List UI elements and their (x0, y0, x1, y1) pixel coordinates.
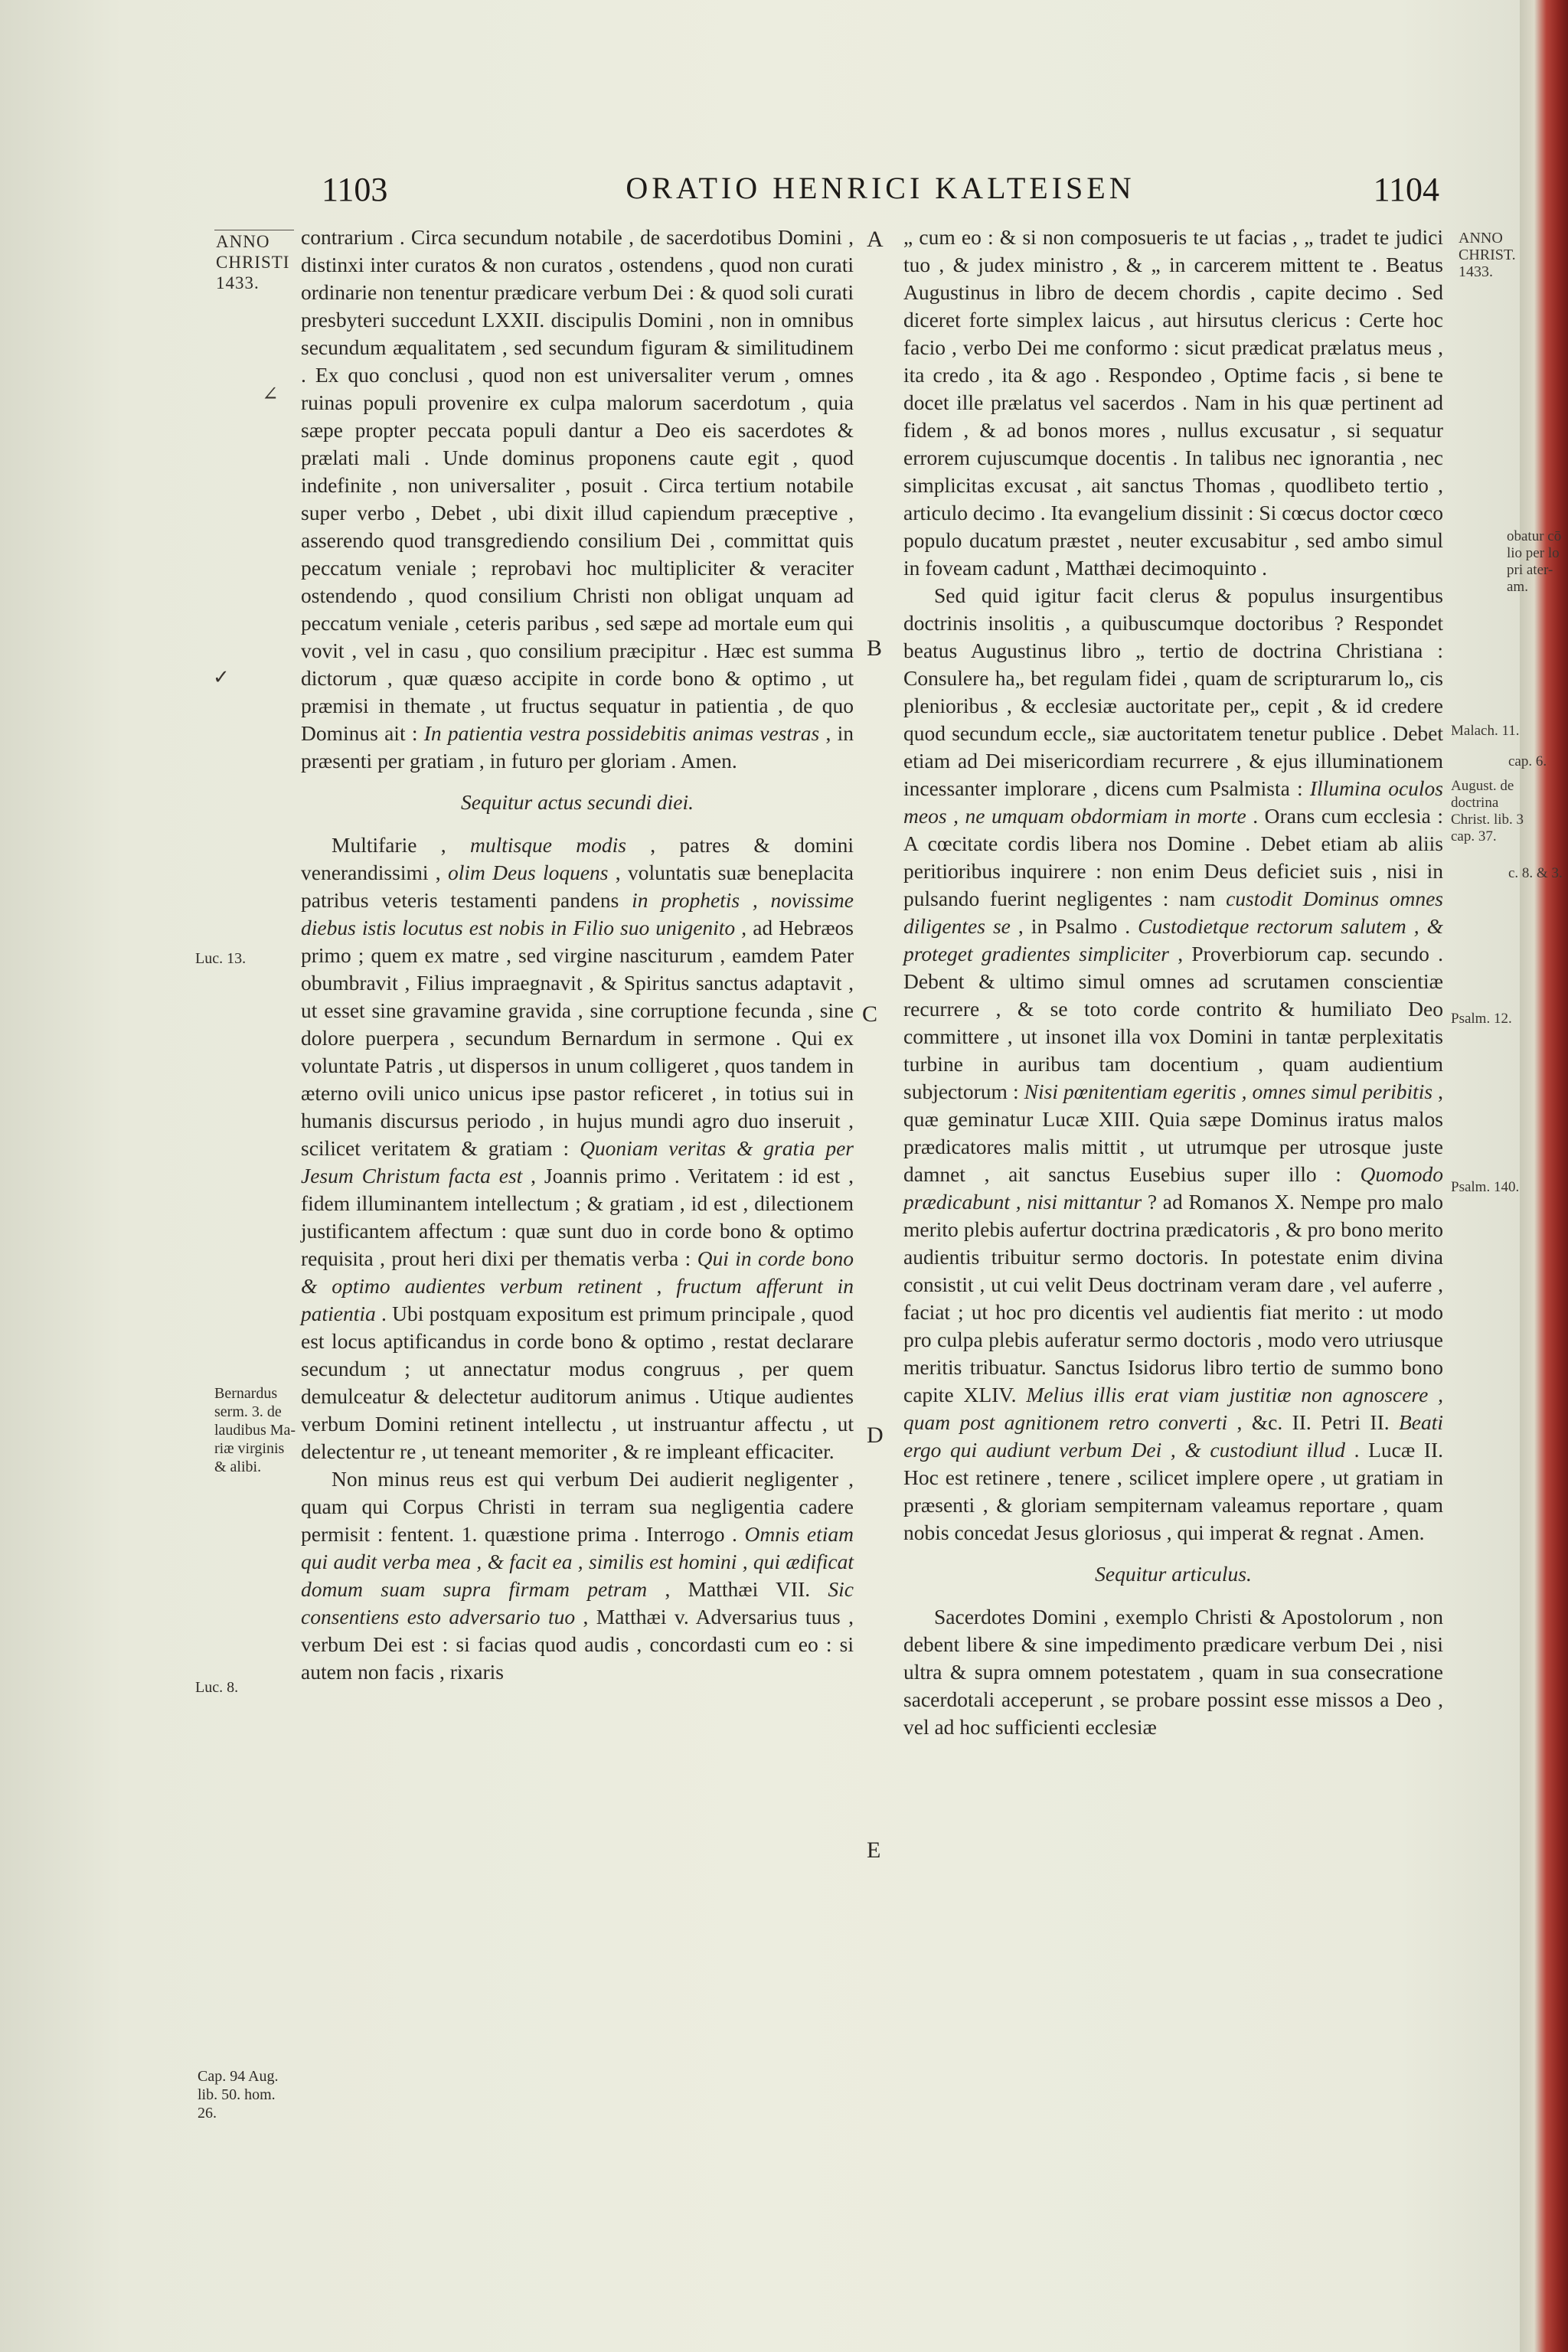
running-header (322, 170, 1439, 216)
right-text-column (903, 224, 1443, 1741)
section-letter-c: C (862, 1001, 878, 1027)
margin-note-malach: Malach. 11. (1451, 723, 1520, 739)
section-heading: Sequitur actus secundi diei. (461, 790, 694, 814)
margin-note-cap6: cap. 6. (1508, 753, 1547, 769)
section-letter-a: A (867, 227, 884, 252)
margin-fragment-right-2: c. 8. & 3. (1508, 865, 1563, 881)
page-number-left: 1103 (322, 171, 388, 208)
paragraph: Multifarie , multisque modis , patres & domini venerandissimi , olim Deus loquens , voluntatis suæ beneplacita patribus veteris testamenti pandens in prophetis , novissime diebus istis locutus est nobis in Filio suo unigenito , ad Hebræos primo ; quem ex matre , sed virgine nasciturum , eamdem Pater obumbravit , Filius impraegnavit , & Spiritus sanctus adaptavit , ut esset sine gravamine gravida , sine corruptione fecunda , sine dolore puerpera , secundum Bernardum in sermone . Qui ex voluntate Patris , ut dispersos in unum colligeret , quos tandem in æterno ovili unico unicus ipse pastor reficeret , in totius sui in humanis discursus periodo , in hujus mundi agro duo inseruit , scilicet veritatem & gratiam : Quoniam veritas & gratia per Jesum Christum facta est , Joannis primo . Veritatem : id est , fidem illuminantem intellectum ; & gratiam , id est , dilectionem justificantem affectum : quæ sunt duo in corde bono & optimo requisita , prout heri dixi per thematis verba : Qui in corde bono & optimo audientes verbum retinent , fructum afferunt in patientia . Ubi postquam expositum est primum principale , quod est locus aptificandus in corde bono & optimo , restat declarare secundum ; ut annectatur modus congruus , per quem demulceatur & delectetur auditorum animus . Utique audientes verbum Domini retinent intellectu , ut instruantur affectu , ut delectentur re , ut teneant memoriter , & re impleant efficaciter. (301, 833, 854, 1463)
margin-note-luc8: Luc. 8. (195, 1679, 239, 1696)
paragraph: Sacerdotes Domini , exemplo Christi & Apostolorum , non debent libere & sine impedimento prædicare verbum Dei , nisi ultra & supra omnem potestatem , quam in sua consecratione sacerdotali acceperunt , se probare possint esse missos a Deo , vel ad hoc sufficienti ecclesiæ (903, 1605, 1443, 1739)
margin-note-psalm140: Psalm. 140. (1451, 1179, 1520, 1195)
margin-note-august: August. de doctrina Christ. lib. 3 cap. 37. (1451, 778, 1524, 844)
section-letter-b: B (867, 635, 883, 661)
section-letter-e: E (867, 1838, 881, 1863)
section-heading: Sequitur articulus. (1095, 1562, 1252, 1586)
margin-mark-1: ∠ (262, 383, 279, 406)
margin-note-psalm12: Psalm. 12. (1451, 1011, 1512, 1027)
paragraph: contrarium . Circa secundum notabile , de sacerdotibus Domini , distinxi inter curatos & non curatos , ostendens , quod non curati ordinarie non tenentur prædicare verbum Dei : & quod soli curati presbyteri succedunt LXXII. discipulis Domini , non in omnibus secundum æqualitatem , sed secundum figuram & similitudinem . Ex quo conclusi , quod non est universaliter verum , omnes ruinas populi provenire ex culpa malorum sacerdotum , quia sæpe propter peccata populi dantur a Deo eis sacerdotes & prælati mali . Unde dominus proponens caute egit , quod indefinite , non universaliter , posuit . Circa tertium notabile super verbo , Debet , ubi dixit illud capiendum præceptive , asserendo quod transgrediendo consilium Dei , committat quis peccatum veniale ; reprobavi hoc multipliciter & veraciter ostendendo , quod consilium Christi non obligat unquam ad peccatum veniale , ceteris paribus , sed sæpe ad mortale eum qui vovit , vel in casu , quo consilium præcipitur . Hæc est summa dictorum , quæ quæso accipite in corde bono & optimo , ut præmisi in themate , ut fructus sequatur in patientia , de quo Dominus ait : In patientia vestra possidebitis animas vestras , in præsenti per gratiam , in futuro per gloriam . Amen. (301, 225, 854, 773)
book-spine-edge (1520, 0, 1568, 2352)
margin-note-bernardus: Bernardus serm. 3. de laudibus Ma- riæ virginis & alibi. (214, 1385, 296, 1475)
margin-note-cap94: Cap. 94 Aug. lib. 50. hom. 26. (198, 2068, 279, 2122)
left-text-column (301, 224, 854, 1686)
section-letter-d: D (867, 1423, 884, 1448)
margin-note-luc13: Luc. 13. (195, 950, 247, 967)
paragraph: „ cum eo : & si non composueris te ut facias , „ tradet te judici tuo , & judex ministro , & „ in carcerem mittent te . Beatus Augustinus in libro de decem chordis , capite decimo . Sed diceret forte simplex laicus , aut hirsutus clericus : Certe hoc facio , verbo Dei me conformo : sicut prædicat prælatus meus , ita credo , ita & ago . Respondeo , Optime facis , si bene te docet ille prælatus vel sacerdos . Nam in his quæ pertinent ad fidem , & ad bonos mores , nullus excusatur , si sequatur errorem cujuscumque docentis . In talibus nec ignorantia , nec simplicitas excusat , ait sanctus Thomas , quodlibeto tertio , articulo decimo . Ita evangelium dissinit : Si cœcus doctor cœco populo ducatum præstet , neuter excusabitur , sed ambo simul in foveam cadunt , Matthæi decimoquinto . (903, 225, 1443, 580)
margin-anno-right: ANNO CHRIST. 1433. (1459, 230, 1516, 280)
paragraph: Sed quid igitur facit clerus & populus insurgentibus doctrinis insolitis , a quibuscumque doctoribus ? Respondet beatus Augustinus libro „ tertio de doctrina Christiana : Consulere ha„ bet regulam fidei , quam de scripturarum lo„ cis plenioribus , & ecclesiæ auctoritate per„ cepit , & id credere quod secundum eccle„ siæ auctoritatem tenetur publice . Debet etiam ad Dei misericordiam recurrere , & ejus illuminationem incessanter implorare , dicens cum Psalmista : Illumina oculos meos , ne umquam obdormiam in morte . Orans cum ecclesia : A cœcitate cordis libera nos Domine . Debet etiam ab aliis peritioribus inquirere : non enim Deus deficiet suis , nisi in pulsando fuerint negligentes : nam custodit Dominus omnes diligentes se , in Psalmo . Custodietque rectorum salutem , & proteget gradientes simpliciter , Proverbiorum cap. secundo . Debent & ultimo simul omnes ad scrutamen conscientiæ recurrere , & se toto corde contrito & humiliato Deo committere , ut insonet illa vox Domini in tantæ perplexitatis turbine in auribus tam docentium , quam audientium subjectorum : Nisi pœnitentiam egeritis , omnes simul peribitis , quæ geminatur Lucæ XIII. Quia sæpe Dominus iratus malos prædicatores malis mittit , ut utrumque per utrosque juste damnet , ait sanctus Eusebius super illo : Quomodo prædicabunt , nisi mittantur ? ad Romanos X. Nempe pro malo merito plebis aufertur doctrina prædicatoris , & pro bono merito audientis tribuitur sermo doctoris. In potestate enim divina consistit , ut cui velit Deus doctrinam veram dare , vel auferre , faciat ; ut hoc pro dicentis vel audientis fiat merito : ut modo pro culpa plebis auferatur sermo doctoris , modo vero utriusque meritis tribuatur. Sanctus Isidorus libro tertio de summo bono capite XLIV. Melius illis erat viam justitiæ non agnoscere , quam post agnitionem retro converti , &c. II. Petri II. Beati ergo qui audiunt verbum Dei , & custodiunt illud . Lucæ II. Hoc est retinere , tenere , scilicet implere opere , ut gratiam in præsenti , & gloriam sempiternam valeamus reportare , quam nobis concedat Jesus gloriosus , qui imperat & regnat . Amen. (903, 583, 1444, 1544)
paragraph: Non minus reus est qui verbum Dei audierit negligenter , quam qui Corpus Christi in terram sua negligentia cadere permisit : fentent. 1. quæstione prima . Interrogo . Omnis etiam qui audit verba mea , & facit ea , similis est homini , qui ædificat domum suam supra firmam petram , Matthæi VII. Sic consentiens esto adversario tuo , Matthæi v. Adversarius tuus , verbum Dei est : si facias quod audis , concordasti cum eo : si autem non facis , rixaris (301, 1467, 854, 1684)
margin-anno-left: ANNO CHRISTI 1433. (216, 232, 290, 292)
margin-fragment-right-1: obatur cō lio per lo pri ater- am. (1507, 528, 1562, 595)
margin-mark-2: ✓ (213, 666, 230, 689)
running-title: ORATIO HENRICI KALTEISEN (626, 171, 1135, 205)
page-number-right: 1104 (1373, 171, 1439, 208)
